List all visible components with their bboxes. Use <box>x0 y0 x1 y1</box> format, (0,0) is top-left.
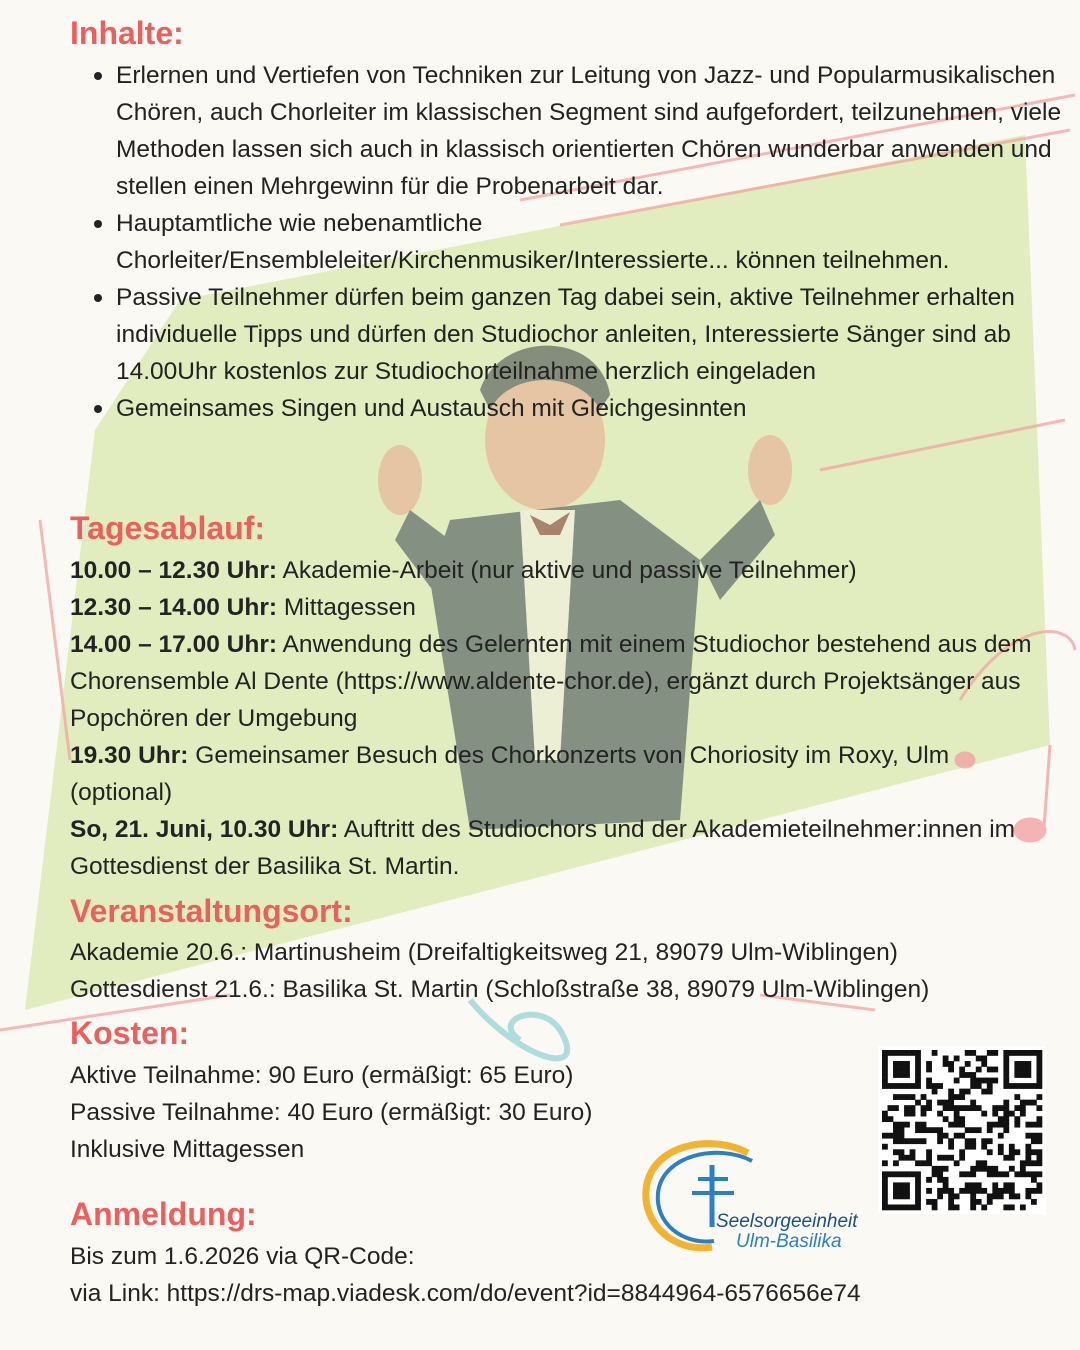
heading-anmeldung: Anmeldung: <box>70 1196 257 1232</box>
heading-inhalte: Inhalte: <box>70 15 184 51</box>
schedule-time: So, 21. Juni, 10.30 Uhr: <box>70 816 339 843</box>
schedule-text: Auftritt des Studiochors und der Akademieteilnehmer:innen im Gottesdienst der Basilika St. Martin. <box>70 816 1016 880</box>
logo-text-line2: Ulm-Basilika <box>736 1231 842 1252</box>
schedule-entry <box>70 552 1040 589</box>
registration-block <box>70 1238 1040 1312</box>
schedule-time: 10.00 – 12.30 Uhr: <box>70 557 278 584</box>
schedule-text: Mittagessen <box>277 594 416 621</box>
heading-tagesablauf: Tagesablauf: <box>70 510 265 546</box>
schedule-entry <box>70 811 1040 885</box>
list-item: Passive Teilnehmer dürfen beim ganzen Tag dabei sein, aktive Teilnehmer erhalten individuelle Tipps und dürfen den Studiochor anleiten, Interessierte Sänger sind ab 14.00Uhr kostenlos zur Studiochorteilnahme herzlich eingeladen <box>116 279 1080 390</box>
schedule-time: 14.00 – 17.00 Uhr: <box>70 631 278 658</box>
registration-line: Bis zum 1.6.2026 via QR-Code: <box>70 1243 415 1270</box>
inhalte-list <box>70 57 1080 427</box>
logo-text-line1: Seelsorgeeinheit <box>716 1211 858 1232</box>
schedule-entry <box>70 737 1040 811</box>
schedule-text: Akademie-Arbeit (nur aktive und passive Teilnehmer) <box>277 557 857 584</box>
list-item: Hauptamtliche wie nebenamtliche Chorleiter/Ensembleleiter/Kirchenmusiker/Interessierte... können teilnehmen. <box>116 205 1080 279</box>
heading-veranstaltungsort: Veranstaltungsort: <box>70 893 353 929</box>
venue-line: Gottesdienst 21.6.: Basilika St. Martin (Schloßstraße 38, 89079 Ulm-Wiblingen) <box>70 976 930 1003</box>
schedule-time: 19.30 Uhr: <box>70 742 189 769</box>
heading-kosten: Kosten: <box>70 1015 190 1051</box>
seelsorgeeinheit-logo <box>640 1135 880 1255</box>
cost-line: Inklusive Mittagessen <box>70 1136 305 1163</box>
cost-line: Passive Teilnahme: 40 Euro (ermäßigt: 30 Euro) <box>70 1099 593 1126</box>
cost-line: Aktive Teilnahme: 90 Euro (ermäßigt: 65 Euro) <box>70 1062 574 1089</box>
schedule-entry <box>70 626 1040 737</box>
qr-code[interactable] <box>878 1046 1046 1214</box>
schedule-entry <box>70 589 1040 626</box>
venue-block <box>70 934 1040 1008</box>
registration-link[interactable]: via Link: https://drs-map.viadesk.com/do/event?id=8844964-6576656e74 <box>70 1280 861 1307</box>
list-item: Gemeinsames Singen und Austausch mit Gleichgesinnten <box>116 390 1080 427</box>
schedule <box>70 552 1040 885</box>
schedule-text: Anwendung des Gelernten mit einem Studiochor bestehend aus dem Chorensemble Al Dente (https://www.aldente-chor.de), ergänzt durch Projektsänger aus Popchören der Umgebung <box>70 631 1032 732</box>
venue-line: Akademie 20.6.: Martinusheim (Dreifaltigkeitsweg 21, 89079 Ulm-Wiblingen) <box>70 939 898 966</box>
schedule-time: 12.30 – 14.00 Uhr: <box>70 594 278 621</box>
schedule-text: Gemeinsamer Besuch des Chorkonzerts von Choriosity im Roxy, Ulm (optional) <box>70 742 950 806</box>
list-item: Erlernen und Vertiefen von Techniken zur Leitung von Jazz- und Popularmusikalischen Chören, auch Chorleiter im klassischen Segment sind aufgefordert, teilzunehmen, viele Methoden lassen sich auch in klassisch orientierten Chören wunderbar anwenden und stellen einen Mehrgewinn für die Probenarbeit dar. <box>116 57 1080 205</box>
